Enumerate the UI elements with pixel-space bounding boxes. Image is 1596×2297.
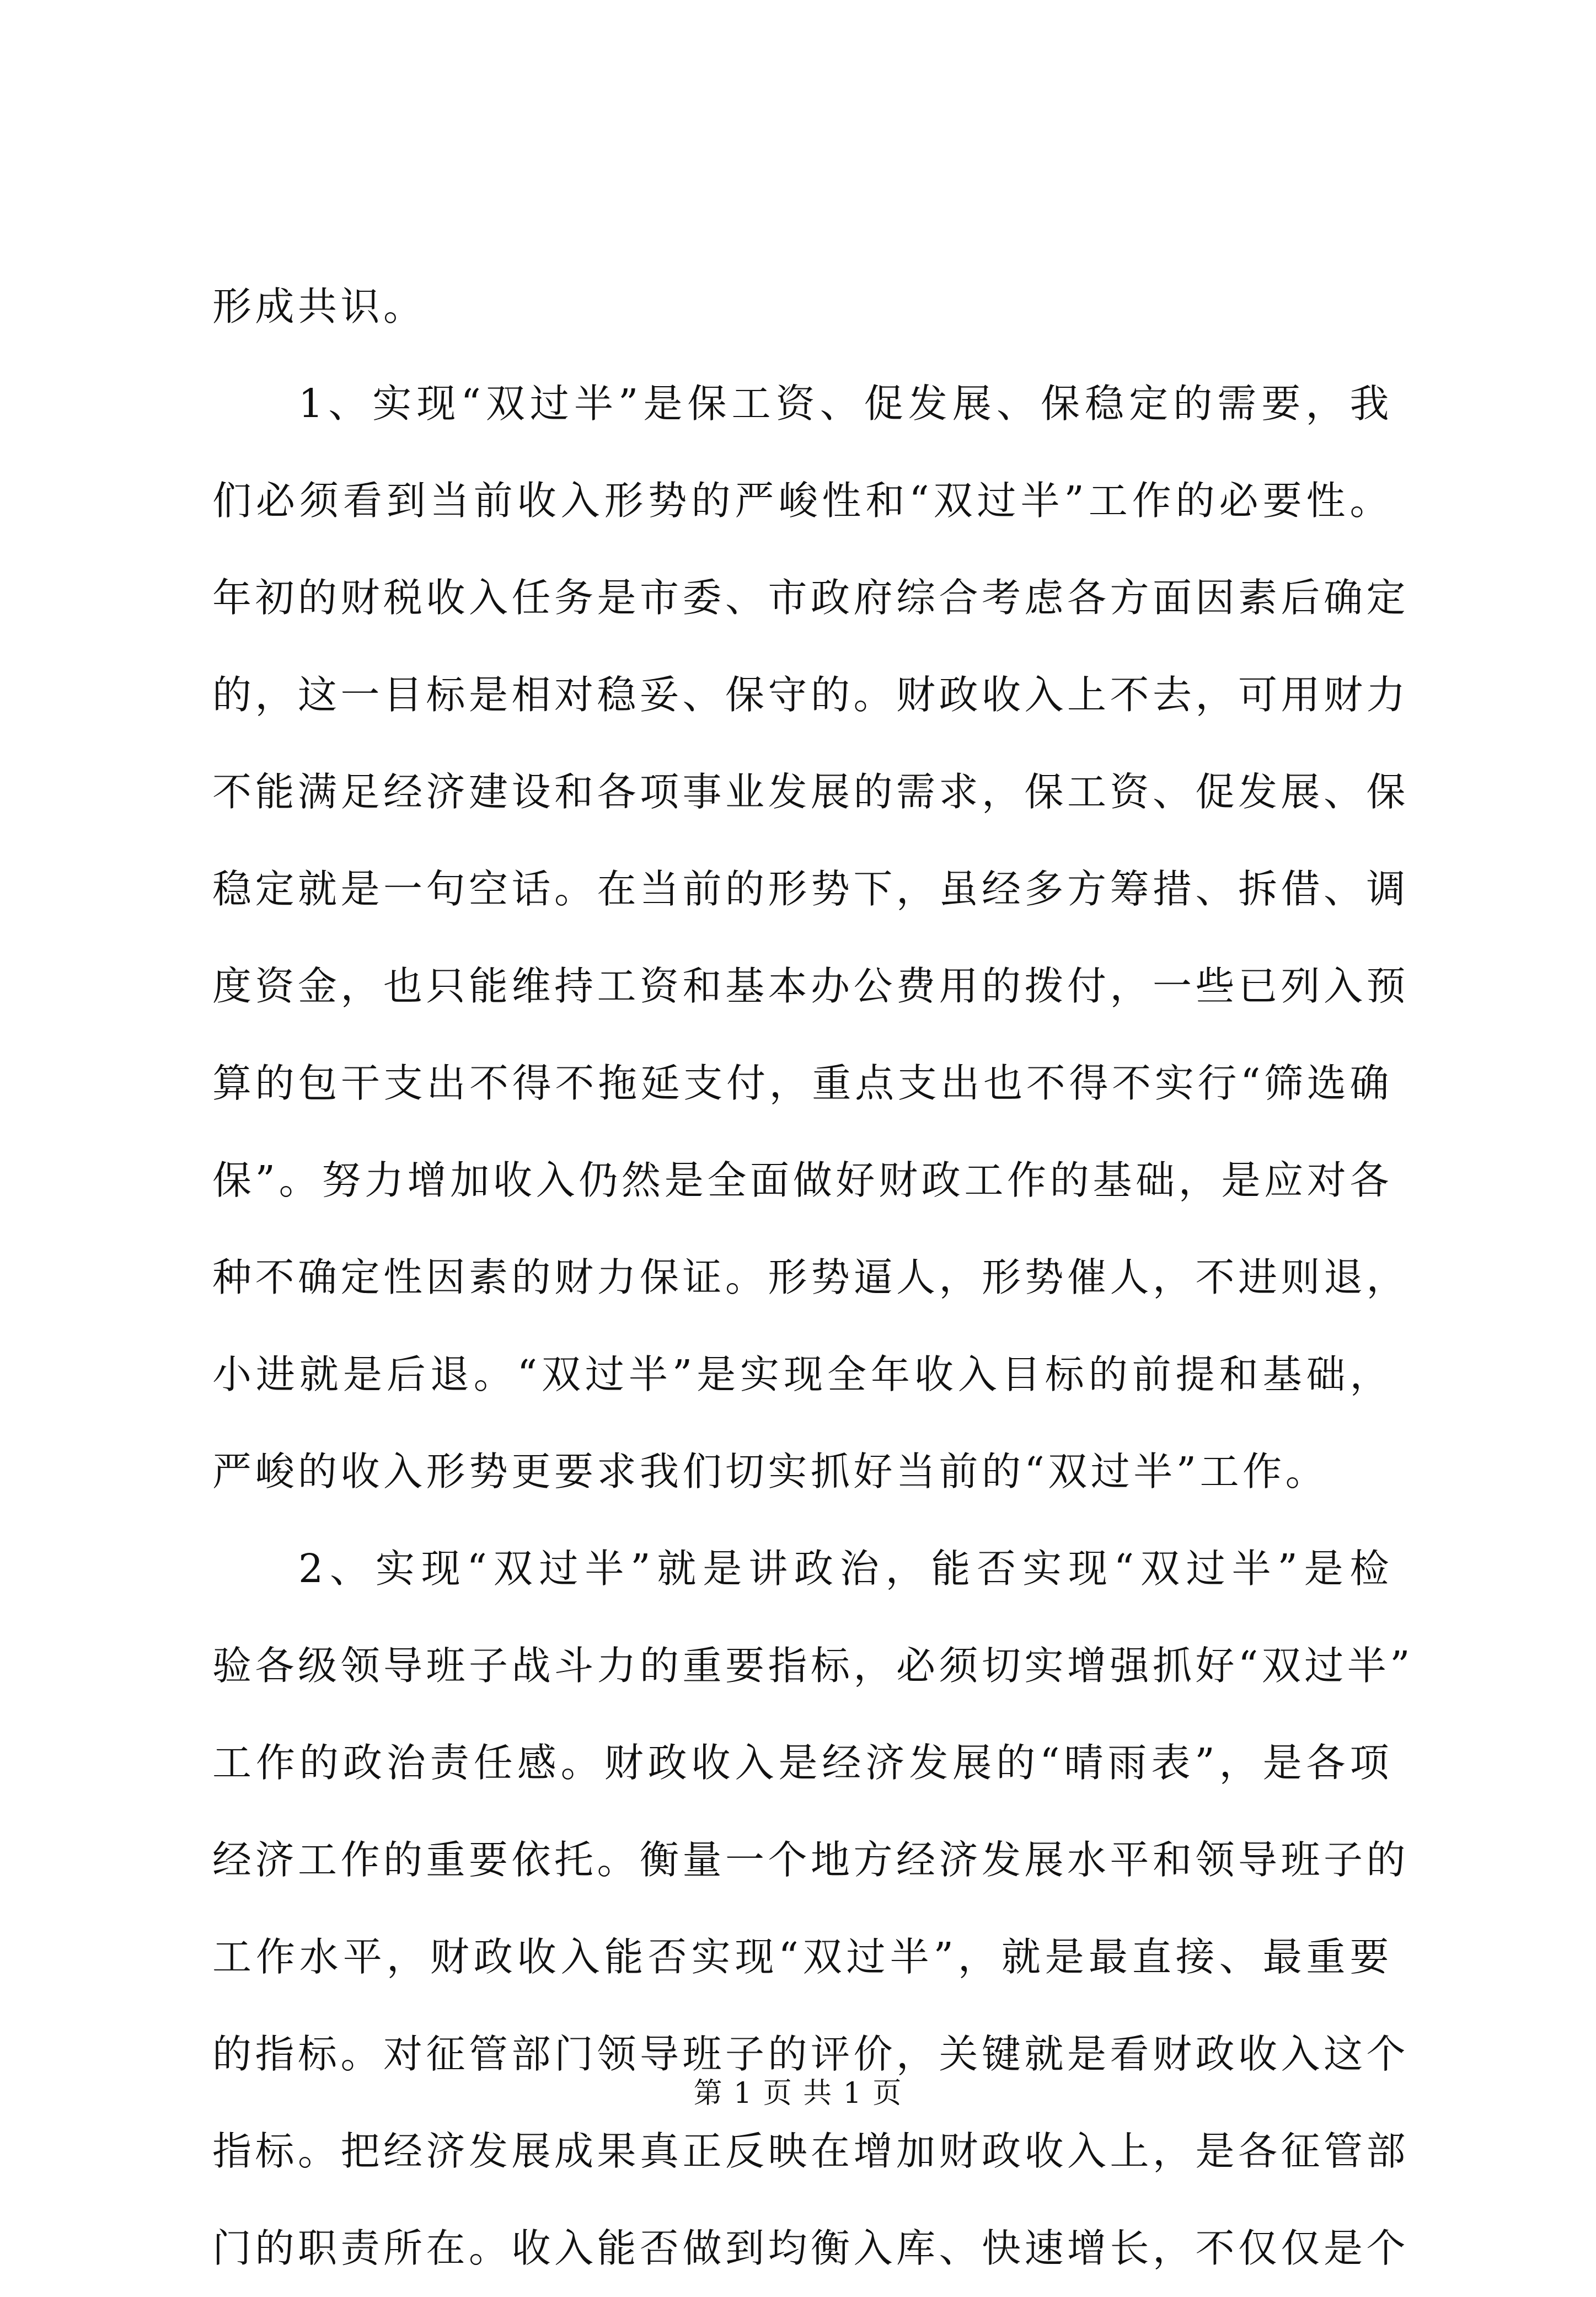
text-line: 2、实现“双过半”就是讲政治，能否实现“双过半”是检	[298, 1546, 1393, 1591]
text-line: 门的职责所在。收入能否做到均衡入库、快速增长，不仅仅是个	[212, 2225, 1410, 2271]
text-line: 指标。把经济发展成果真正反映在增加财政收入上，是各征管部	[212, 2128, 1410, 2174]
text-line: 稳定就是一句空话。在当前的形势下，虽经多方筹措、拆借、调	[212, 866, 1410, 912]
text-line: 算的包干支出不得不拖延支付，重点支出也不得不实行“筛选确	[212, 1060, 1393, 1106]
text-line: 严峻的收入形势更要求我们切实抓好当前的“双过半”工作。	[212, 1449, 1329, 1494]
text-line: 1、实现“双过半”是保工资、促发展、保稳定的需要，我	[298, 381, 1393, 426]
text-line: 保”。努力增加收入仍然是全面做好财政工作的基础，是应对各	[212, 1157, 1393, 1203]
text-line: 的，这一目标是相对稳妥、保守的。财政收入上不去，可用财力	[212, 672, 1410, 718]
text-line: 度资金，也只能维持工资和基本办公费用的拨付，一些已列入预	[212, 963, 1410, 1009]
text-line: 形成共识。	[212, 284, 426, 329]
text-line: 小进就是后退。“双过半”是实现全年收入目标的前提和基础，	[212, 1352, 1393, 1397]
text-line: 工作的政治责任感。财政收入是经济发展的“晴雨表”，是各项	[212, 1740, 1393, 1786]
body-text	[212, 258, 1414, 2297]
text-line: 经济工作的重要依托。衡量一个地方经济发展水平和领导班子的	[212, 1837, 1410, 1883]
text-line: 种不确定性因素的财力保证。形势逼人，形势催人，不进则退，	[212, 1254, 1410, 1300]
text-line: 们必须看到当前收入形势的严峻性和“双过半”工作的必要性。	[212, 478, 1393, 523]
text-line: 的指标。对征管部门领导班子的评价，关键就是看财政收入这个	[212, 2031, 1410, 2077]
text-line: 工作水平，财政收入能否实现“双过半”，就是最直接、最重要	[212, 1934, 1393, 1980]
text-line: 验各级领导班子战斗力的重要指标，必须切实增强抓好“双过半”	[212, 1643, 1414, 1689]
text-line: 年初的财税收入任务是市委、市政府综合考虑各方面因素后确定	[212, 575, 1410, 621]
page-number-footer: 第 1 页 共 1 页	[693, 2077, 903, 2110]
text-line: 不能满足经济建设和各项事业发展的需求，保工资、促发展、保	[212, 769, 1410, 815]
